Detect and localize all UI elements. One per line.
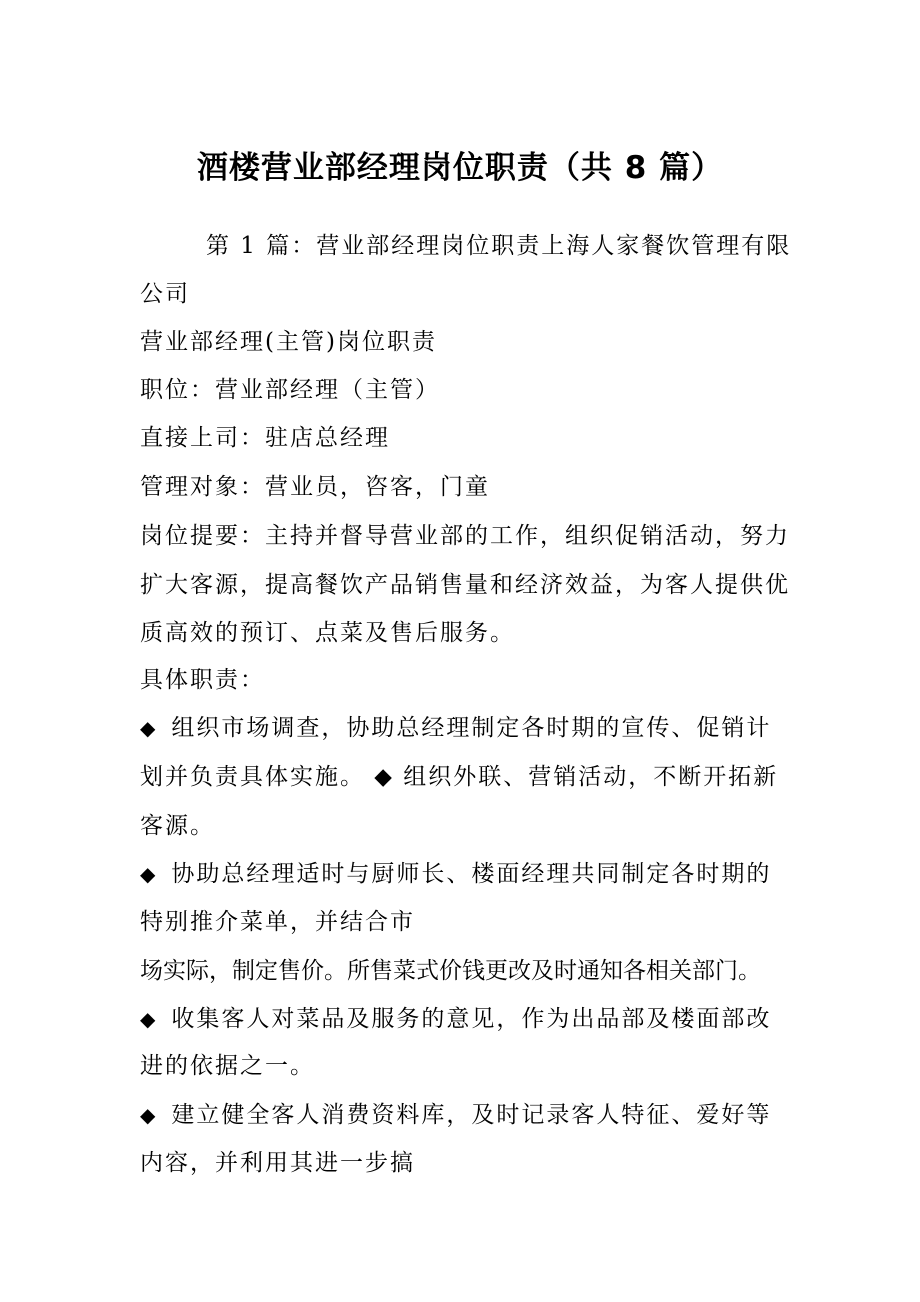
paragraph-line: 质高效的预订、点菜及售后服务。 xyxy=(140,620,515,646)
paragraph-line: 具体职责： xyxy=(140,667,265,693)
paragraph-line: 客源。 xyxy=(140,813,215,839)
document-title: 酒楼营业部经理岗位职责（共 8 篇） xyxy=(196,150,724,186)
bullet-text: 建立健全客人消费资料库，及时记录客人特征、爱好等 xyxy=(171,1102,772,1128)
bullet-text: 协助总经理适时与厨师长、楼面经理共同制定各时期的 xyxy=(171,861,772,887)
bullet-item xyxy=(140,1003,771,1035)
paragraph-line: 场实际，制定售价。所售菜式价钱更改及时通知各相关部门。 xyxy=(140,958,761,984)
paragraph-line: 第 1 篇：营业部经理岗位职责上海人家餐饮管理有限 xyxy=(206,233,792,259)
paragraph-line: 岗位提要：主持并督导营业部的工作，组织促销活动，努力 xyxy=(140,523,790,549)
paragraph-line: 职位：营业部经理（主管） xyxy=(140,377,440,403)
paragraph-line: 公司 xyxy=(140,281,190,307)
paragraph-line: 管理对象：营业员，咨客，门童 xyxy=(140,474,490,500)
bullet-item xyxy=(140,712,771,744)
paragraph-line: 划并负责具体实施。 ◆ 组织外联、营销活动，不断开拓新 xyxy=(140,764,779,790)
paragraph-line: 进的依据之一。 xyxy=(140,1053,315,1079)
paragraph-line: 内容，并利用其进一步搞 xyxy=(140,1150,415,1176)
bullet-item xyxy=(140,858,771,890)
diamond-bullet-icon: ◆ xyxy=(140,716,158,740)
bullet-item xyxy=(140,1099,771,1131)
diamond-bullet-icon: ◆ xyxy=(140,1007,158,1031)
paragraph-line: 营业部经理(主管)岗位职责 xyxy=(140,329,437,355)
diamond-bullet-icon: ◆ xyxy=(140,1103,158,1127)
paragraph-line: 直接上司：驻店总经理 xyxy=(140,425,390,451)
paragraph-line: 特别推介菜单，并结合市 xyxy=(140,909,415,935)
diamond-bullet-icon: ◆ xyxy=(140,862,158,886)
bullet-text: 组织市场调查，协助总经理制定各时期的宣传、促销计 xyxy=(171,715,772,741)
bullet-text: 收集客人对菜品及服务的意见，作为出品部及楼面部改 xyxy=(171,1006,772,1032)
paragraph-line: 扩大客源，提高餐饮产品销售量和经济效益，为客人提供优 xyxy=(140,572,790,598)
